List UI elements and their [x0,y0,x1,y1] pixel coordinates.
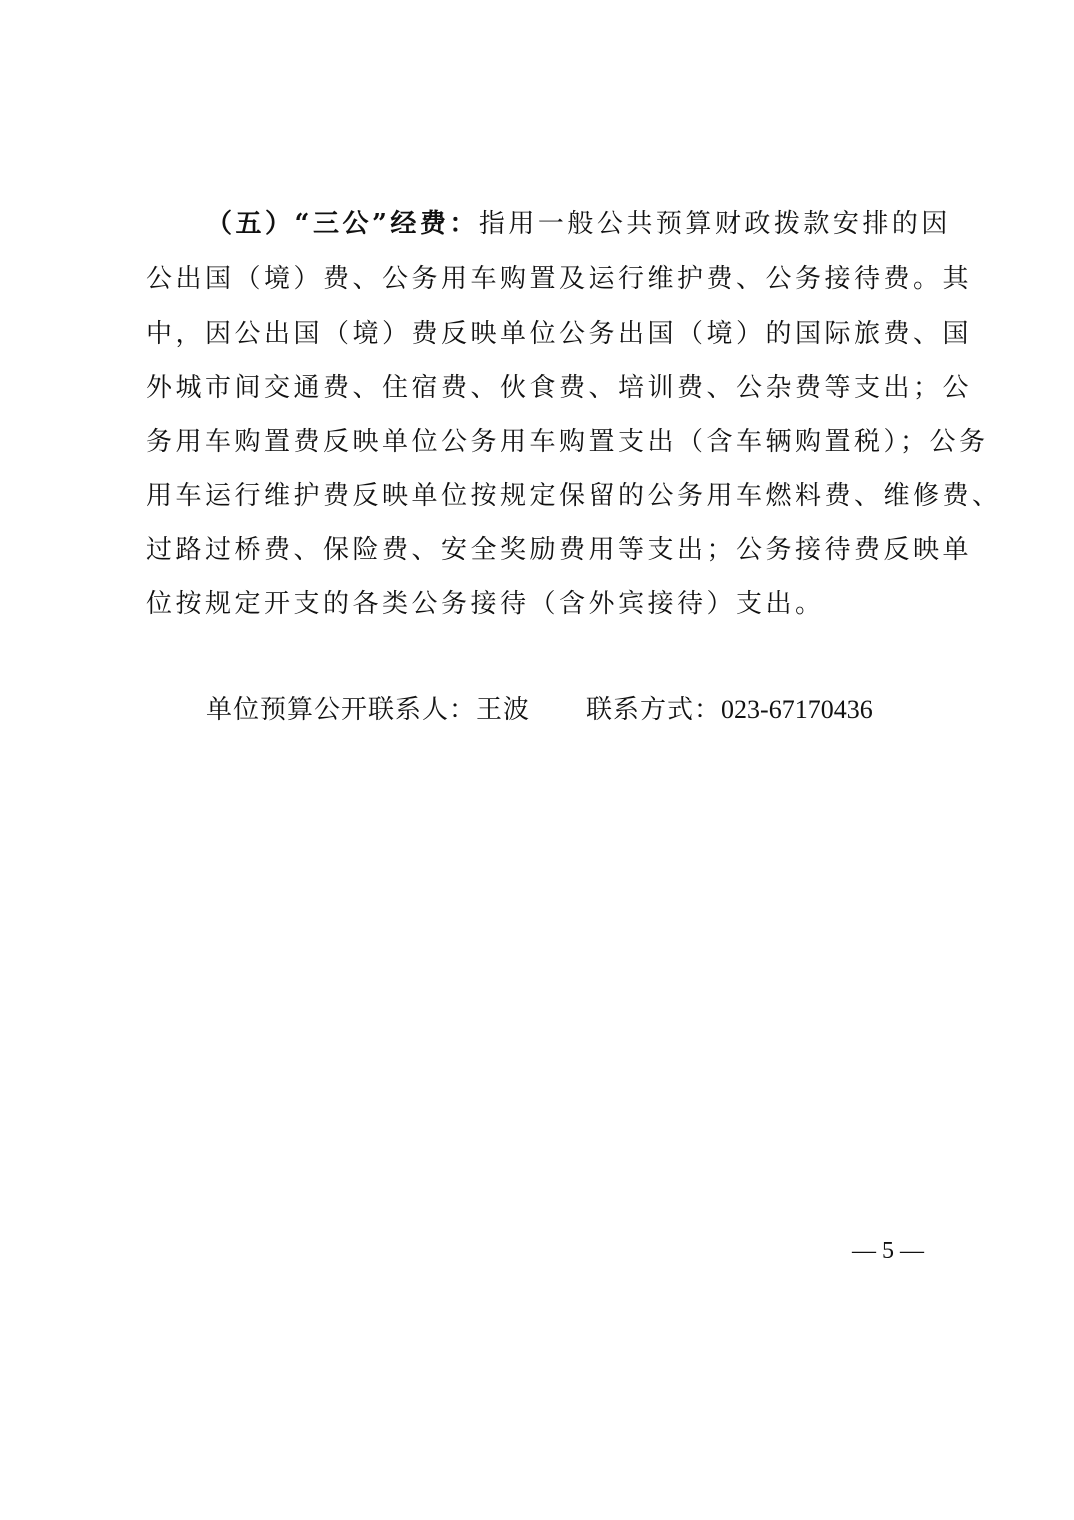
section-heading: （五）“三公”经费： [206,209,479,239]
contact-line [206,692,873,728]
paragraph-line-4: 外城市间交通费、住宿费、伙食费、培训费、公杂费等支出；公 [146,373,973,403]
paragraph-line-7: 过路过桥费、保险费、安全奖励费用等支出；公务接待费反映单 [146,535,973,565]
contact-phone-label: 联系方式： [586,695,722,725]
paragraph-line-2: 公出国（境）费、公务用车购置及运行维护费、公务接待费。其 [146,264,973,294]
paragraph-text: 指用一般公共预算财政拨款安排的因 [478,209,951,239]
paragraph-line-6: 用车运行维护费反映单位按规定保留的公务用车燃料费、维修费、 [146,481,1002,511]
paragraph-line-3: 中，因公出国（境）费反映单位公务出国（境）的国际旅费、国 [146,319,973,349]
contact-person-label: 单位预算公开联系人： [206,695,477,725]
paragraph-line-1 [206,206,951,242]
contact-phone-number: 023-67170436 [721,695,873,724]
contact-person-name: 王波 [476,695,531,725]
paragraph-line-8: 位按规定开支的各类公务接待（含外宾接待）支出。 [146,589,825,619]
paragraph-line-5: 务用车购置费反映单位公务用车购置支出（含车辆购置税）；公务 [146,427,989,457]
page-number: — 5 — [852,1238,924,1264]
